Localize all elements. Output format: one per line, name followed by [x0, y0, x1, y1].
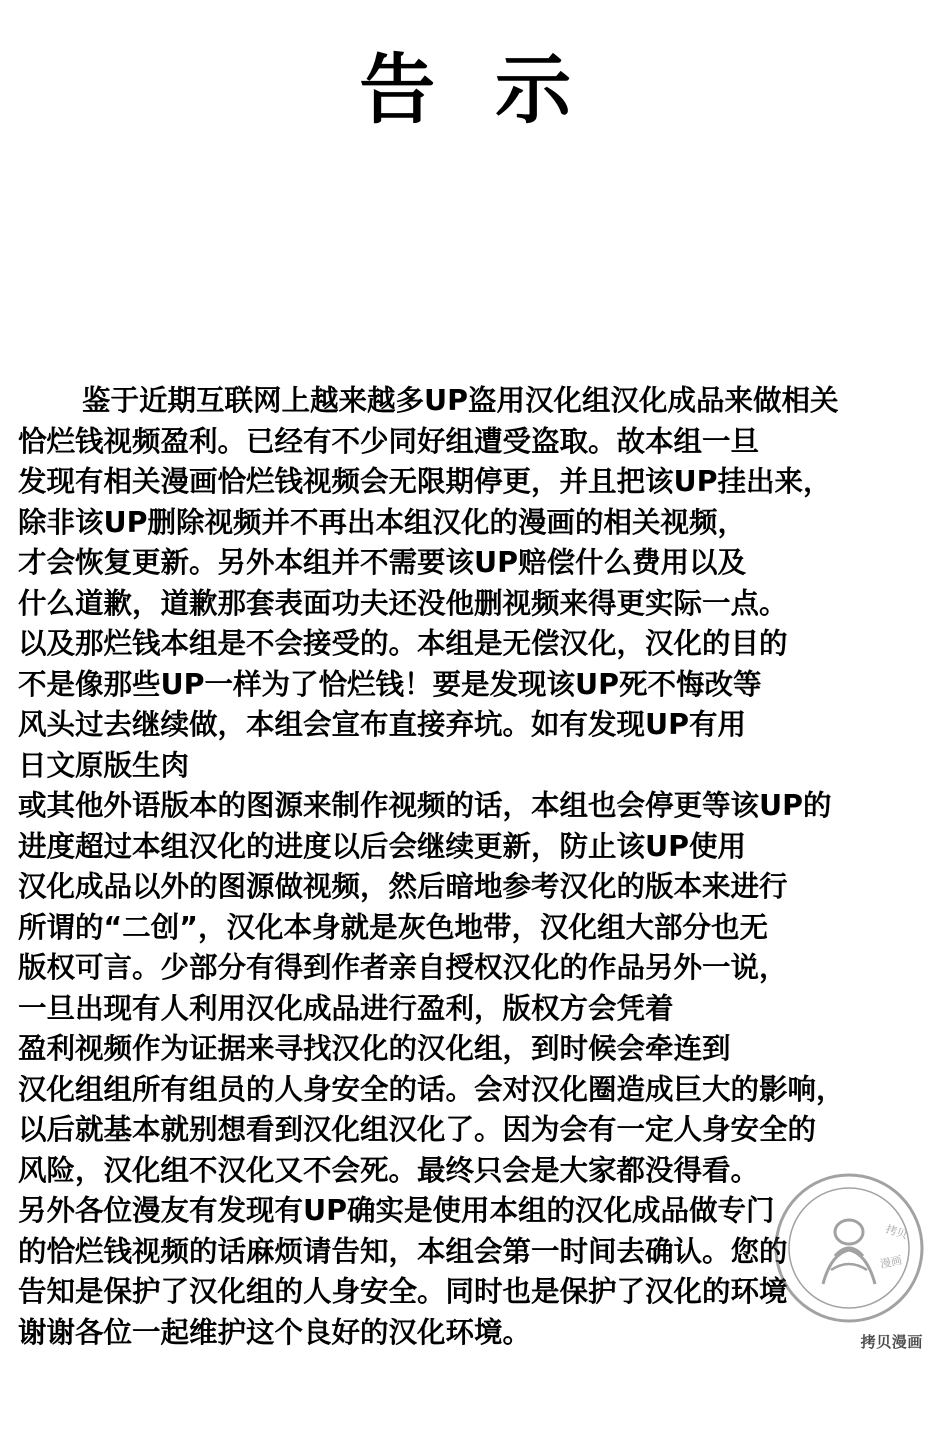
notice-line: 盈利视频作为证据来寻找汉化的汉化组，到时候会牵连到: [18, 1032, 731, 1065]
notice-line: 日文原版生肉: [18, 748, 190, 782]
notice-body: [18, 300, 933, 1434]
svg-text:拷贝: 拷贝: [884, 1222, 910, 1242]
notice-line: 恰烂钱视频盈利。已经有不少同好组遭受盗取。故本组一旦: [18, 424, 760, 458]
watermark-label: 拷贝漫画: [860, 1333, 923, 1351]
notice-paragraph: [18, 381, 933, 1353]
notice-line: 汉化组组所有组员的人身安全的话。会对汉化圈造成巨大的影响，: [18, 1072, 845, 1106]
svg-text:漫画: 漫画: [878, 1253, 904, 1271]
notice-line: 另外各位漫友有发现有UP确实是使用本组的汉化成品做专门: [18, 1194, 775, 1227]
notice-line: 所谓的“二创”，汉化本身就是灰色地带，汉化组大部分也无: [18, 910, 768, 944]
notice-line: 鉴于近期互联网上越来越多UP盗用汉化组汉化成品来做相关: [82, 384, 839, 417]
notice-line: 汉化成品以外的图源做视频，然后暗地参考汉化的版本来进行: [18, 870, 788, 903]
page-title: 告 示: [359, 45, 588, 134]
notice-line: 才会恢复更新。另外本组并不需要该UP赔偿什么费用以及: [18, 546, 747, 579]
notice-line: 或其他外语版本的图源来制作视频的话，本组也会停更等该UP的: [18, 789, 832, 822]
notice-line: 什么道歉，道歉那套表面功夫还没他删视频来得更实际一点。: [18, 586, 788, 620]
notice-line: 的恰烂钱视频的话麻烦请告知，本组会第一时间去确认。您的: [18, 1234, 788, 1268]
notice-line: 进度超过本组汉化的进度以后会继续更新，防止该UP使用: [18, 829, 747, 863]
notice-line: 发现有相关漫画恰烂钱视频会无限期停更，并且把该UP挂出来，: [18, 465, 832, 498]
notice-line: 不是像那些UP一样为了恰烂钱！要是发现该UP死不悔改等: [18, 667, 762, 701]
notice-line: 风险，汉化组不汉化又不会死。最终只会是大家都没得看。: [18, 1153, 760, 1187]
notice-line: 版权可言。少部分有得到作者亲自授权汉化的作品另外一说，: [18, 951, 788, 984]
notice-line: 风头过去继续做，本组会宣布直接弃坑。如有发现UP有用: [18, 708, 747, 741]
notice-line: 以及那烂钱本组是不会接受的。本组是无偿汉化，汉化的目的: [18, 627, 788, 660]
notice-line: 以后就基本就别想看到汉化组汉化了。因为会有一定人身安全的: [18, 1113, 817, 1146]
notice-line: 一旦出现有人利用汉化成品进行盈利，版权方会凭着: [18, 991, 674, 1025]
notice-line: 谢谢各位一起维护这个良好的汉化环境。: [18, 1315, 532, 1349]
notice-line: 除非该UP删除视频并不再出本组汉化的漫画的相关视频，: [18, 505, 747, 539]
notice-line: 告知是保护了汉化组的人身安全。同时也是保护了汉化的环境: [18, 1275, 788, 1308]
